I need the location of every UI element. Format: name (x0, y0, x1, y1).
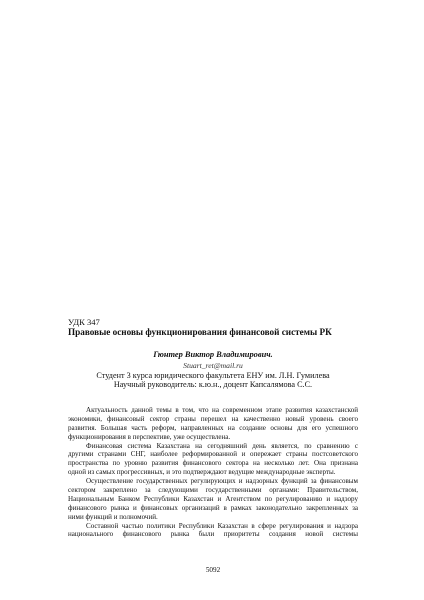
body-line: пространства по уровню развития финансового сектора на несколько лет. Она признана (68, 459, 358, 468)
body-line: Финансовая система Казахстана на сегодняшний день является, по сравнению с (86, 441, 358, 450)
body-line: экономики, финансовый сектор страны перешел на качественно новый уровень своего (68, 414, 358, 423)
body-line: развития. Большая часть реформ, направленных на создание основы для его успешного (68, 423, 358, 432)
author-email: Stuart_ret@mail.ru (183, 361, 243, 370)
body-line: ними функций и полномочий. (68, 512, 158, 521)
body-line: сектором закреплено за следующими государственными органами: Правительством, (68, 486, 358, 495)
article-title: Правовые основы функционирования финансовой системы РК (68, 327, 332, 337)
body-line: финансового рынка и финансовых организаций в рамках законодательно закрепленных за (68, 503, 358, 512)
body-line: функционирования в перспективе, уже осуществлена. (68, 432, 231, 441)
body-line: Осуществление государственных регулирующих и надзорных функций за финансовым (86, 477, 358, 486)
udk-code: УДК 347 (68, 317, 100, 327)
body-line: одной из самых прогрессивных, и это подтверждают ведущие международные эксперты. (68, 468, 336, 477)
body-line: Актуальность данной темы в том, что на современном этапе развития казахстанской (86, 406, 358, 414)
body-line: Национальным Банком Республики Казахстан и Агентством по регулированию и надзору (68, 494, 358, 503)
body-line: другими странами СНГ, наиболее реформированной и опережает страны постсоветского (68, 450, 358, 459)
author-affiliation: Студент 3 курса юридического факультета ЕНУ им. Л.Н. Гумилева (96, 371, 330, 380)
scientific-advisor: Научный руководитель: к.ю.н., доцент Капсалямова С.С. (113, 380, 313, 389)
body-line: Составной частью политики Республики Казахстан в сфере регулирования и надзора (86, 521, 358, 530)
page-number: 5092 (205, 566, 221, 574)
author-name: Гюнтер Виктор Владимирович. (153, 350, 273, 359)
body-line: национального финансового рынка были приоритеты создания новой системы (68, 530, 358, 539)
article-body (68, 406, 358, 539)
